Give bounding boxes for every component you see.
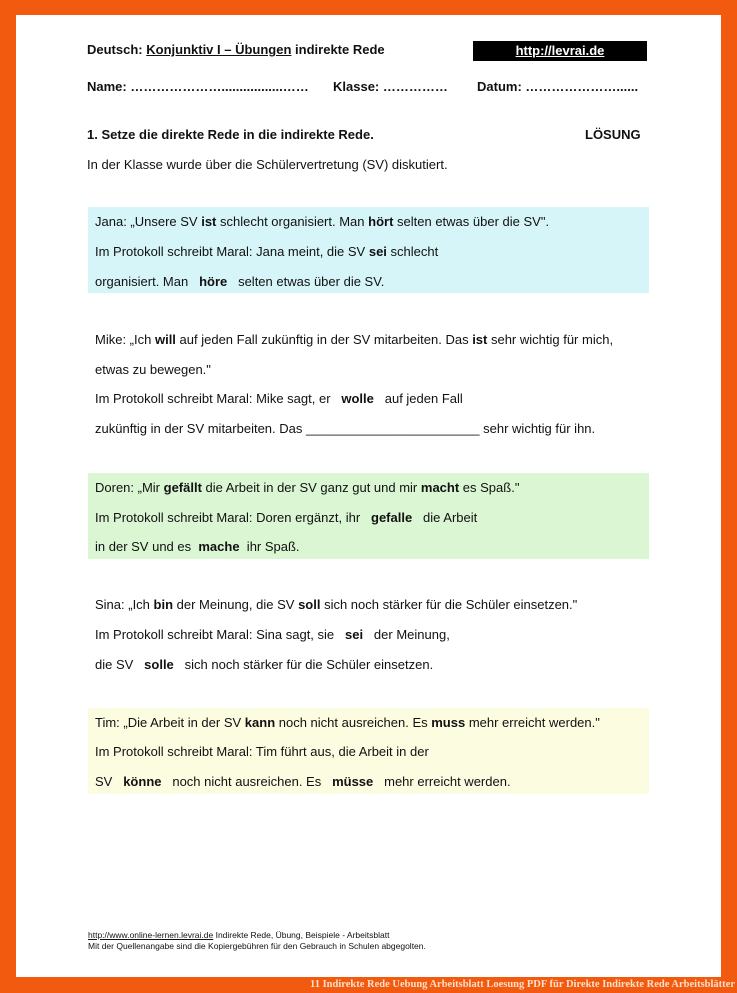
verb: bin bbox=[153, 597, 174, 612]
solution-label: LÖSUNG bbox=[585, 127, 641, 142]
footer-source bbox=[88, 930, 389, 940]
text: sich noch stärker für die Schüler einsetzen." bbox=[320, 597, 578, 612]
protocol-mike-1 bbox=[95, 391, 463, 406]
verb: kann bbox=[244, 715, 276, 730]
text: auf jeden Fall bbox=[381, 391, 463, 406]
text: organisiert. Man bbox=[95, 274, 192, 289]
text: SV bbox=[95, 774, 116, 789]
protocol-jana-2 bbox=[95, 274, 384, 289]
quote-tim bbox=[95, 715, 600, 730]
worksheet-page bbox=[16, 15, 721, 977]
verb: ist bbox=[201, 214, 217, 229]
task-title: 1. Setze die direkte Rede in die indirekte Rede. bbox=[87, 127, 374, 142]
quote-jana bbox=[95, 214, 549, 229]
protocol-doren-1 bbox=[95, 510, 477, 525]
quote-sina bbox=[95, 597, 577, 612]
protocol-sina-1 bbox=[95, 627, 450, 642]
text: zukünftig in der SV mitarbeiten. Das bbox=[95, 421, 306, 436]
protocol-jana-1 bbox=[95, 244, 438, 259]
text: die Arbeit bbox=[419, 510, 478, 525]
protocol-sina-2 bbox=[95, 657, 433, 672]
text: mehr erreicht werden." bbox=[465, 715, 600, 730]
text: selten etwas über die SV. bbox=[234, 274, 385, 289]
footer-link[interactable]: http://www.online-lernen.levrai.de bbox=[88, 930, 214, 940]
answer: gefalle bbox=[371, 510, 413, 525]
answer: könne bbox=[123, 774, 162, 789]
text: die Arbeit in der SV ganz gut und mir bbox=[201, 480, 421, 495]
text: sich noch stärker für die Schüler einsetzen. bbox=[181, 657, 434, 672]
class-field: Klasse: …………… bbox=[333, 79, 448, 94]
text: die SV bbox=[95, 657, 137, 672]
answer: mache bbox=[198, 539, 240, 554]
text: noch nicht ausreichen. Es bbox=[168, 774, 325, 789]
text: Tim: „Die Arbeit in der SV bbox=[95, 715, 245, 730]
answer-blank[interactable]: ________________________ bbox=[306, 421, 480, 436]
verb: soll bbox=[298, 597, 321, 612]
footer-note: Mit der Quellenangabe sind die Kopiergebühren für den Gebrauch in Schulen abgegolten. bbox=[88, 941, 426, 951]
text: ihr Spaß. bbox=[243, 539, 300, 554]
text: der Meinung, die SV bbox=[173, 597, 299, 612]
text: es Spaß." bbox=[459, 480, 520, 495]
quote-mike-2: etwas zu bewegen." bbox=[95, 362, 211, 377]
protocol-doren-2 bbox=[95, 539, 300, 554]
image-caption: 11 Indirekte Rede Uebung Arbeitsblatt Loesung PDF für Direkte Indirekte Rede Arbeitsblätter bbox=[310, 979, 735, 990]
verb: hört bbox=[368, 214, 394, 229]
text: Im Protokoll schreibt Maral: Jana meint, die SV bbox=[95, 244, 369, 259]
verb: will bbox=[154, 332, 176, 347]
text: selten etwas über die SV". bbox=[393, 214, 550, 229]
verb: muss bbox=[431, 715, 466, 730]
text: mehr erreicht werden. bbox=[380, 774, 511, 789]
topic-title: Konjunktiv I – Übungen bbox=[146, 42, 292, 57]
text: schlecht bbox=[390, 244, 439, 259]
text: Mike: „Ich bbox=[95, 332, 155, 347]
text: in der SV und es bbox=[95, 539, 195, 554]
quote-mike-1 bbox=[95, 332, 613, 347]
name-field: Name: ………………….................…… bbox=[87, 79, 309, 94]
verb: gefällt bbox=[163, 480, 202, 495]
worksheet-header bbox=[87, 42, 385, 57]
text: Im Protokoll schreibt Maral: Doren ergänzt, ihr bbox=[95, 510, 364, 525]
answer: sei bbox=[345, 627, 364, 642]
text: Sina: „Ich bbox=[95, 597, 154, 612]
quote-doren bbox=[95, 480, 519, 495]
task-intro: In der Klasse wurde über die Schülervertretung (SV) diskutiert. bbox=[87, 157, 448, 172]
answer: sei bbox=[368, 244, 387, 259]
text: sehr wichtig für ihn. bbox=[479, 421, 596, 436]
text: Im Protokoll schreibt Maral: Mike sagt, er bbox=[95, 391, 335, 406]
text: Im Protokoll schreibt Maral: Sina sagt, sie bbox=[95, 627, 338, 642]
answer: solle bbox=[144, 657, 174, 672]
answer: müsse bbox=[332, 774, 374, 789]
subject-label: Deutsch: bbox=[87, 42, 143, 57]
text: auf jeden Fall zukünftig in der SV mitarbeiten. Das bbox=[175, 332, 473, 347]
footer-link-suffix: Indirekte Rede, Übung, Beispiele - Arbeitsblatt bbox=[213, 930, 390, 940]
text: sehr wichtig für mich, bbox=[487, 332, 614, 347]
text: der Meinung, bbox=[370, 627, 450, 642]
answer: wolle bbox=[341, 391, 374, 406]
date-field: Datum: …………………...... bbox=[477, 79, 639, 94]
verb: macht bbox=[420, 480, 460, 495]
header-url[interactable]: http://levrai.de bbox=[473, 41, 647, 61]
protocol-mike-2 bbox=[95, 421, 595, 436]
text: noch nicht ausreichen. Es bbox=[275, 715, 432, 730]
text: schlecht organisiert. Man bbox=[216, 214, 369, 229]
answer: höre bbox=[199, 274, 228, 289]
text: Jana: „Unsere SV bbox=[95, 214, 202, 229]
topic-suffix: indirekte Rede bbox=[295, 42, 385, 57]
text: Doren: „Mir bbox=[95, 480, 164, 495]
protocol-tim-2 bbox=[95, 774, 511, 789]
verb: ist bbox=[472, 332, 488, 347]
protocol-tim-1: Im Protokoll schreibt Maral: Tim führt aus, die Arbeit in der bbox=[95, 744, 429, 759]
